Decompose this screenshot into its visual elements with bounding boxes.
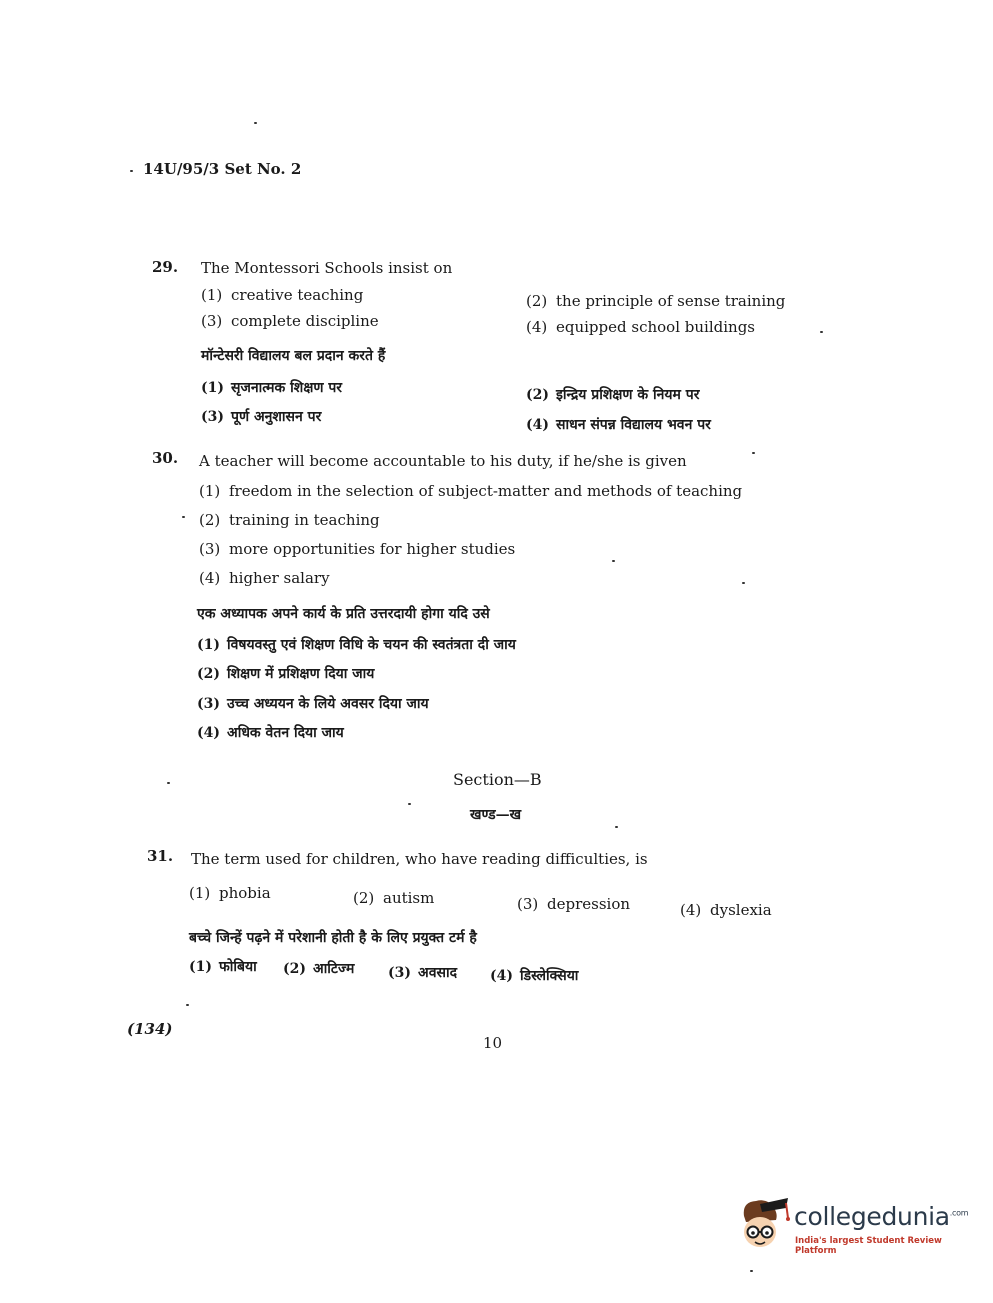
q30-option-1: (1) freedom in the selection of subject-matter and methods of teaching	[199, 482, 743, 500]
collegedunia-logo	[738, 1196, 968, 1256]
mascot-icon	[738, 1196, 792, 1256]
scan-speck	[182, 516, 185, 518]
q29-hindi-option-4: (4) साधन संपन्न विद्यालय भवन पर	[526, 417, 711, 433]
question-31-text: The term used for children, who have reading difficulties, is	[191, 850, 648, 868]
q30-option-4: (4) higher salary	[199, 569, 330, 587]
q30-hindi-option-1: (1) विषयवस्तु एवं शिक्षण विधि के चयन की स्वतंत्रता दी जाय	[197, 637, 516, 653]
page-number: 10	[483, 1034, 503, 1052]
paper-code: 14U/95/3 Set No. 2	[143, 160, 302, 178]
section-title: Section—B	[453, 770, 542, 789]
logo-tagline: India's largest Student Review Platform	[795, 1236, 942, 1256]
q29-option-1: (1) creative teaching	[201, 286, 364, 304]
question-31-hindi: बच्चे जिन्हें पढ़ने में परेशानी होती है के लिए प्रयुक्त टर्म है	[189, 930, 477, 946]
section-title-hindi: खण्ड—ख	[470, 807, 522, 823]
q29-option-3: (3) complete discipline	[201, 312, 379, 330]
scan-speck	[820, 331, 823, 333]
question-30-text: A teacher will become accountable to his duty, if he/she is given	[199, 452, 687, 470]
q31-option-3: (3) depression	[517, 895, 631, 913]
scan-speck	[254, 122, 257, 124]
q29-option-4: (4) equipped school buildings	[526, 318, 755, 336]
scan-speck	[752, 452, 755, 454]
scan-speck	[130, 170, 133, 172]
q31-hindi-option-2: (2) आटिज्म	[283, 961, 355, 977]
logo-wordmark: collegedunia$^{.com}$	[794, 1202, 969, 1231]
q30-hindi-option-3: (3) उच्च अध्ययन के लिये अवसर दिया जाय	[197, 696, 429, 712]
q31-option-4: (4) dyslexia	[680, 901, 772, 919]
scan-speck	[612, 560, 615, 562]
question-number-31: 31.	[147, 847, 174, 865]
question-number-30: 30.	[152, 449, 179, 467]
scan-speck	[186, 1004, 189, 1006]
question-29-text: The Montessori Schools insist on	[201, 259, 453, 277]
q30-option-3: (3) more opportunities for higher studies	[199, 540, 516, 558]
q31-hindi-option-3: (3) अवसाद	[388, 965, 458, 981]
scan-speck	[742, 582, 745, 584]
scan-speck	[408, 803, 411, 805]
q31-hindi-option-1: (1) फोबिया	[189, 959, 257, 975]
question-29-hindi: मॉन्टेसरी विद्यालय बल प्रदान करते हैं	[201, 348, 386, 364]
question-number-29: 29.	[152, 258, 179, 276]
q31-option-1: (1) phobia	[189, 884, 271, 902]
q29-hindi-option-3: (3) पूर्ण अनुशासन पर	[201, 409, 322, 425]
question-30-hindi: एक अध्यापक अपने कार्य के प्रति उत्तरदायी होगा यदि उसे	[197, 606, 490, 622]
scan-speck	[167, 782, 170, 784]
q30-hindi-option-2: (2) शिक्षण में प्रशिक्षण दिया जाय	[197, 666, 375, 682]
q31-hindi-option-4: (4) डिस्लेक्सिया	[490, 968, 579, 984]
q30-hindi-option-4: (4) अधिक वेतन दिया जाय	[197, 725, 344, 741]
footer-code: (134)	[127, 1020, 173, 1038]
scan-speck	[615, 826, 618, 828]
q29-hindi-option-1: (1) सृजनात्मक शिक्षण पर	[201, 380, 343, 396]
scan-speck	[750, 1270, 753, 1272]
q30-option-2: (2) training in teaching	[199, 511, 380, 529]
q29-hindi-option-2: (2) इन्द्रिय प्रशिक्षण के नियम पर	[526, 387, 700, 403]
q29-option-2: (2) the principle of sense training	[526, 292, 786, 310]
q31-option-2: (2) autism	[353, 889, 435, 907]
